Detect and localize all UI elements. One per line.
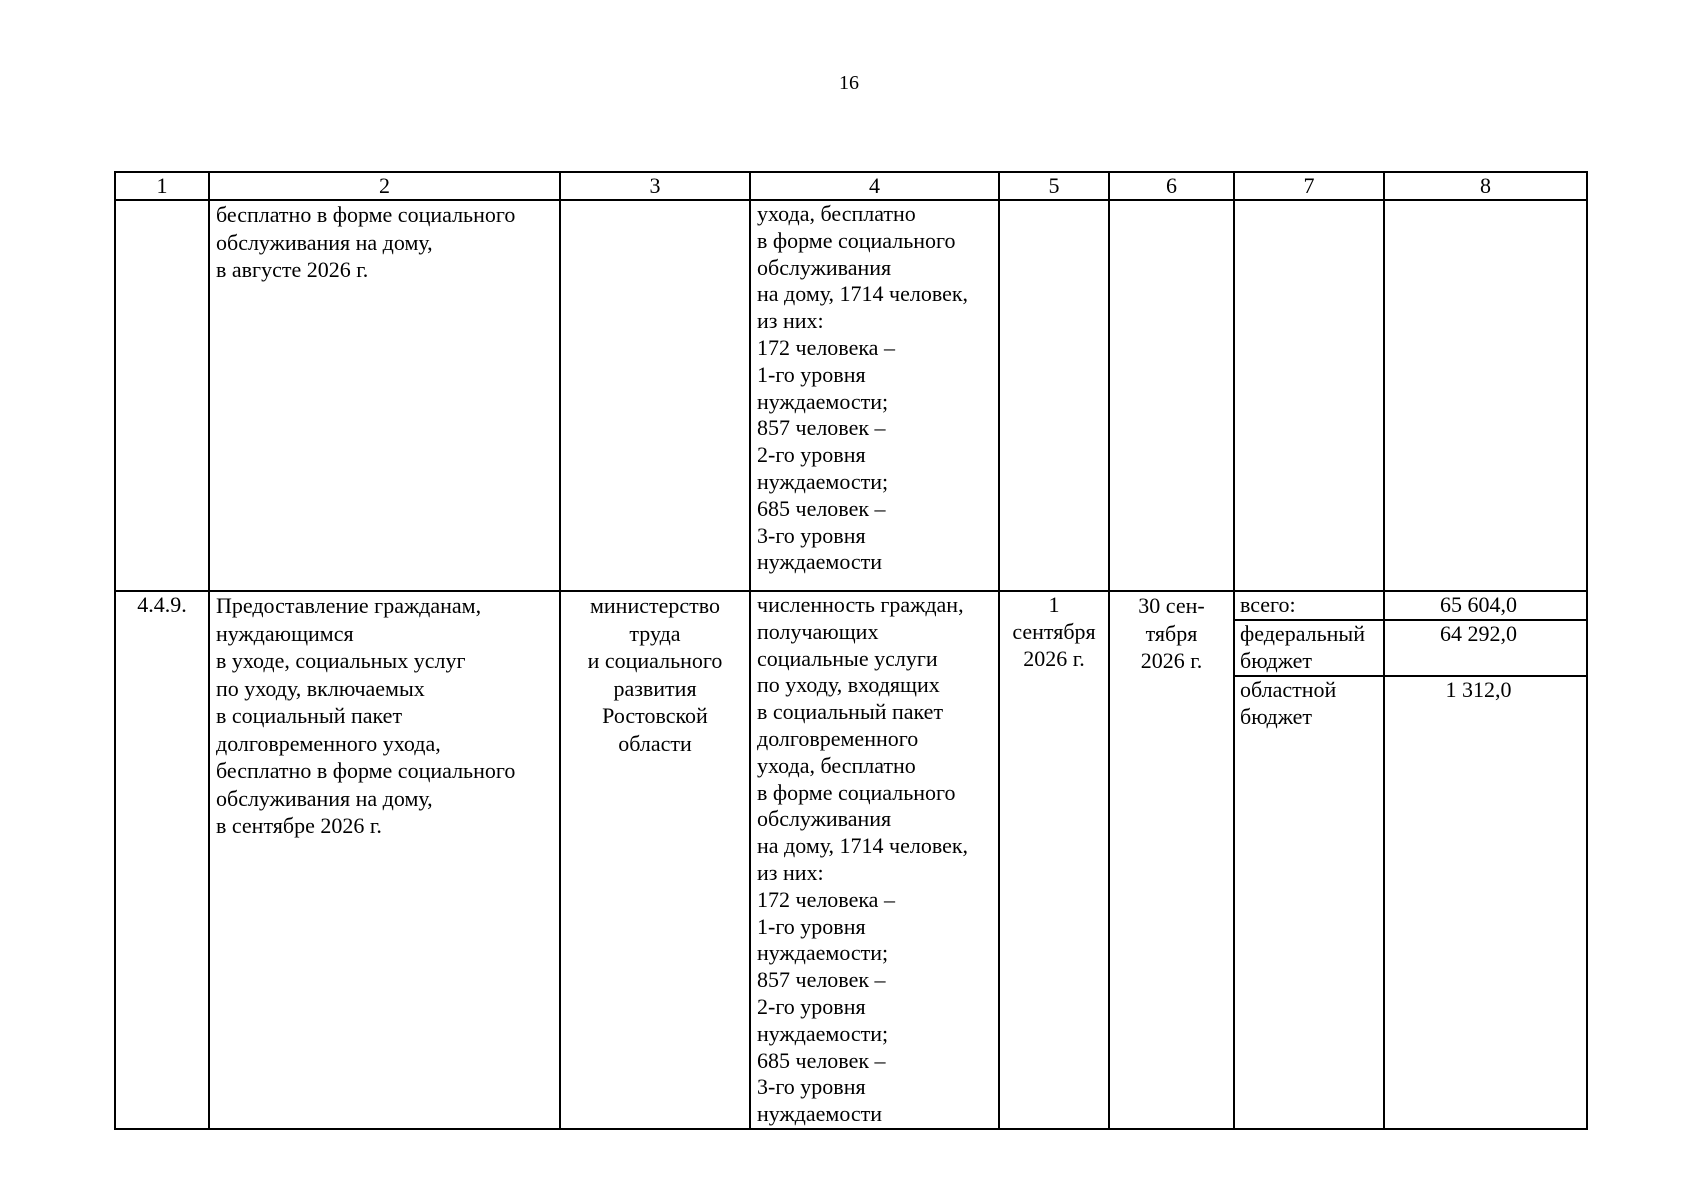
cell-number [115,200,209,591]
cell-activity: бесплатно в форме социального обслуживания на дому, в августе 2026 г. [209,200,560,591]
table-header-row [115,172,1587,200]
column-header-2: 2 [209,172,560,200]
table-row-4-4-9 [115,591,1587,620]
budget-amount-federal: 64 292,0 [1384,620,1587,676]
cell-start-date: 1 сентября 2026 г. [999,591,1109,1129]
activities-table [114,171,1588,1130]
cell-result: ухода, бесплатно в форме социального обслуживания на дому, 1714 человек, из них: 172 человека – 1-го уровня нуждаемости; 857 человек – 2-го уровня нуждаемости; 685 человек – 3-го уровня нуждаемости [750,200,999,591]
column-header-3: 3 [560,172,750,200]
budget-amount-total: 65 604,0 [1384,591,1587,620]
column-header-7: 7 [1234,172,1384,200]
cell-number: 4.4.9. [115,591,209,1129]
cell-start-date [999,200,1109,591]
column-header-8: 8 [1384,172,1587,200]
budget-source-total: всего: [1234,591,1384,620]
budget-amount-regional: 1 312,0 [1384,676,1587,1129]
budget-source-regional: областной бюджет [1234,676,1384,1129]
cell-end-date [1109,200,1234,591]
column-header-1: 1 [115,172,209,200]
page-number: 16 [839,72,859,94]
cell-end-date: 30 сен- тября 2026 г. [1109,591,1234,1129]
column-header-6: 6 [1109,172,1234,200]
column-header-4: 4 [750,172,999,200]
table-row-continuation [115,200,1587,591]
cell-executor [560,200,750,591]
budget-source-federal: федеральный бюджет [1234,620,1384,676]
cell-executor: министерство труда и социального развития Ростовской области [560,591,750,1129]
cell-budget-source [1234,200,1384,591]
cell-budget-amount [1384,200,1587,591]
column-header-5: 5 [999,172,1109,200]
cell-result: численность граждан, получающих социальные услуги по уходу, входящих в социальный пакет долговременного ухода, бесплатно в форме социального обслуживания на дому, 1714 человек, из них: 172 человека – 1-го уровня нуждаемости; 857 человек – 2-го уровня нуждаемости; 685 человек – 3-го уровня нуждаемости [750,591,999,1129]
cell-activity: Предоставление гражданам, нуждающимся в уходе, социальных услуг по уходу, включаемых в социальный пакет долговременного ухода, бесплатно в форме социального обслуживания на дому, в сентябре 2026 г. [209,591,560,1129]
